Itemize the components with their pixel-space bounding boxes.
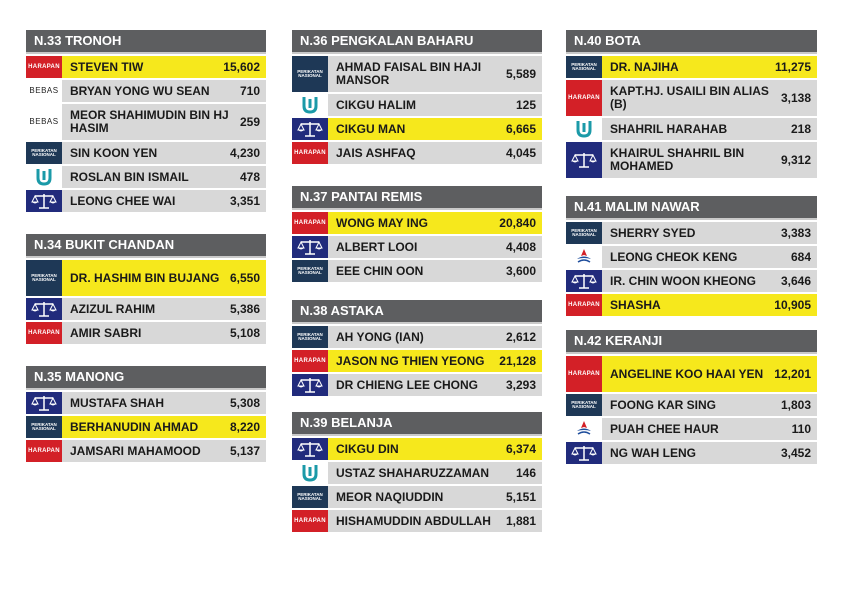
barisan-nasional-scales-icon bbox=[292, 438, 328, 460]
candidate-row bbox=[292, 462, 542, 484]
candidate-cell bbox=[328, 438, 542, 460]
pakatan-harapan-logo-icon: HARAPAN bbox=[26, 322, 62, 344]
candidate-row bbox=[566, 222, 817, 244]
candidate-cell bbox=[62, 142, 266, 164]
candidate-row bbox=[566, 142, 817, 178]
vote-count: 2,612 bbox=[505, 330, 536, 344]
candidate-cell bbox=[62, 190, 266, 212]
candidate-cell bbox=[62, 392, 266, 414]
vote-count: 5,589 bbox=[505, 67, 536, 81]
results-column-2 bbox=[292, 30, 542, 546]
pakatan-harapan-logo-icon: HARAPAN bbox=[566, 294, 602, 316]
pakatan-harapan-logo-icon: HARAPAN bbox=[566, 356, 602, 392]
perikatan-nasional-logo-icon: PERIKATAN NASIONAL bbox=[292, 486, 328, 508]
candidate-row bbox=[26, 166, 266, 188]
candidate-name: CIKGU HALIM bbox=[336, 97, 416, 112]
candidate-name: KAPT.HJ. USAILI BIN ALIAS (B) bbox=[610, 84, 769, 111]
perikatan-nasional-logo-icon: PERIKATAN NASIONAL bbox=[566, 222, 602, 244]
constituency-title: N.34 BUKIT CHANDAN bbox=[26, 234, 266, 258]
candidate-row bbox=[26, 298, 266, 320]
candidate-cell bbox=[62, 56, 266, 78]
candidate-row bbox=[26, 104, 266, 140]
candidate-cell bbox=[62, 104, 266, 140]
candidate-row bbox=[566, 442, 817, 464]
vote-count: 21,128 bbox=[499, 354, 536, 368]
candidate-cell bbox=[602, 246, 817, 268]
vote-count: 125 bbox=[515, 98, 536, 112]
candidate-row bbox=[566, 80, 817, 116]
vote-count: 15,602 bbox=[223, 60, 260, 74]
candidate-name: AH YONG (IAN) bbox=[336, 329, 424, 344]
candidate-row bbox=[292, 118, 542, 140]
perikatan-nasional-logo-icon: PERIKATAN NASIONAL bbox=[26, 260, 62, 296]
candidate-row bbox=[292, 260, 542, 282]
candidate-row bbox=[292, 486, 542, 508]
constituency-box bbox=[292, 30, 542, 164]
candidate-cell bbox=[62, 322, 266, 344]
candidate-row bbox=[566, 394, 817, 416]
candidate-row bbox=[292, 212, 542, 234]
constituency-box bbox=[26, 30, 266, 212]
vote-count: 5,308 bbox=[229, 396, 260, 410]
candidate-cell bbox=[602, 418, 817, 440]
candidate-cell bbox=[62, 440, 266, 462]
candidate-row bbox=[292, 326, 542, 348]
candidate-name: LEONG CHEE WAI bbox=[70, 193, 176, 208]
candidate-cell bbox=[328, 350, 542, 372]
candidate-name: LEONG CHEOK KENG bbox=[610, 249, 738, 264]
candidate-name: USTAZ SHAHARUZZAMAN bbox=[336, 465, 490, 480]
candidate-cell bbox=[62, 416, 266, 438]
constituency-title: N.39 BELANJA bbox=[292, 412, 542, 436]
candidate-row bbox=[566, 418, 817, 440]
candidate-row bbox=[26, 142, 266, 164]
candidate-name: JASON NG THIEN YEONG bbox=[336, 353, 485, 368]
vote-count: 6,665 bbox=[505, 122, 536, 136]
candidate-name: MUSTAFA SHAH bbox=[70, 395, 164, 410]
candidate-cell bbox=[328, 462, 542, 484]
candidate-cell bbox=[328, 236, 542, 258]
candidate-name: ALBERT LOOI bbox=[336, 239, 418, 254]
candidate-cell bbox=[62, 260, 266, 296]
constituency-box bbox=[26, 366, 266, 462]
barisan-nasional-scales-icon bbox=[292, 118, 328, 140]
vote-count: 5,137 bbox=[229, 444, 260, 458]
candidate-cell bbox=[328, 510, 542, 532]
constituency-title: N.36 PENGKALAN BAHARU bbox=[292, 30, 542, 54]
barisan-nasional-scales-icon bbox=[566, 142, 602, 178]
constituency-title: N.42 KERANJI bbox=[566, 330, 817, 354]
barisan-nasional-scales-icon bbox=[566, 442, 602, 464]
constituency-box bbox=[566, 196, 817, 316]
candidate-name: WONG MAY ING bbox=[336, 215, 429, 230]
candidate-cell bbox=[328, 94, 542, 116]
candidate-name: MEOR SHAHIMUDIN BIN HJ HASIM bbox=[70, 108, 229, 135]
constituency-title: N.37 PANTAI REMIS bbox=[292, 186, 542, 210]
candidate-row bbox=[566, 118, 817, 140]
candidate-row bbox=[26, 440, 266, 462]
barisan-nasional-scales-icon bbox=[292, 374, 328, 396]
candidate-cell bbox=[602, 442, 817, 464]
vote-count: 3,452 bbox=[780, 446, 811, 460]
candidate-name: AZIZUL RAHIM bbox=[70, 301, 156, 316]
constituency-box bbox=[566, 30, 817, 178]
candidate-row bbox=[292, 374, 542, 396]
candidate-name: IR. CHIN WOON KHEONG bbox=[610, 273, 756, 288]
candidate-row bbox=[292, 236, 542, 258]
vote-count: 4,230 bbox=[229, 146, 260, 160]
results-column-1 bbox=[26, 30, 266, 476]
results-column-3 bbox=[566, 30, 817, 478]
vote-count: 20,840 bbox=[499, 216, 536, 230]
vote-count: 1,881 bbox=[505, 514, 536, 528]
candidate-name: AMIR SABRI bbox=[70, 325, 142, 340]
pakatan-harapan-logo-icon: HARAPAN bbox=[292, 212, 328, 234]
pakatan-harapan-logo-icon: HARAPAN bbox=[292, 142, 328, 164]
candidate-row bbox=[26, 260, 266, 296]
candidate-cell bbox=[328, 326, 542, 348]
candidate-row bbox=[292, 438, 542, 460]
vote-count: 146 bbox=[515, 466, 536, 480]
candidate-name: JAIS ASHFAQ bbox=[336, 145, 416, 160]
vote-count: 6,550 bbox=[229, 271, 260, 285]
candidate-name: AHMAD FAISAL BIN HAJI MANSOR bbox=[336, 60, 482, 87]
candidate-cell bbox=[602, 394, 817, 416]
constituency-title: N.38 ASTAKA bbox=[292, 300, 542, 324]
vote-count: 3,383 bbox=[780, 226, 811, 240]
candidate-name: EEE CHIN OON bbox=[336, 263, 424, 278]
vote-count: 3,138 bbox=[780, 91, 811, 105]
gerakan-logo-icon bbox=[566, 246, 602, 268]
vote-count: 3,600 bbox=[505, 264, 536, 278]
candidate-row bbox=[26, 416, 266, 438]
candidate-cell bbox=[62, 166, 266, 188]
candidate-name: FOONG KAR SING bbox=[610, 397, 717, 412]
vote-count: 6,374 bbox=[505, 442, 536, 456]
pejuang-logo-icon bbox=[292, 462, 328, 484]
candidate-cell bbox=[328, 486, 542, 508]
vote-count: 8,220 bbox=[229, 420, 260, 434]
candidate-name: MEOR NAQIUDDIN bbox=[336, 489, 444, 504]
gerakan-logo-icon bbox=[566, 418, 602, 440]
candidate-row bbox=[292, 510, 542, 532]
candidate-cell bbox=[328, 212, 542, 234]
vote-count: 478 bbox=[239, 170, 260, 184]
vote-count: 710 bbox=[239, 84, 260, 98]
candidate-row bbox=[566, 56, 817, 78]
perikatan-nasional-logo-icon: PERIKATAN NASIONAL bbox=[292, 326, 328, 348]
candidate-name: DR CHIENG LEE CHONG bbox=[336, 377, 479, 392]
candidate-row bbox=[292, 350, 542, 372]
candidate-name: HISHAMUDDIN ABDULLAH bbox=[336, 513, 491, 528]
barisan-nasional-scales-icon bbox=[26, 392, 62, 414]
perikatan-nasional-logo-icon: PERIKATAN NASIONAL bbox=[292, 56, 328, 92]
barisan-nasional-scales-icon bbox=[566, 270, 602, 292]
pakatan-harapan-logo-icon: HARAPAN bbox=[292, 510, 328, 532]
candidate-row bbox=[26, 190, 266, 212]
vote-count: 684 bbox=[790, 250, 811, 264]
candidate-row bbox=[566, 294, 817, 316]
candidate-name: KHAIRUL SHAHRIL BIN MOHAMED bbox=[610, 146, 745, 173]
vote-count: 3,293 bbox=[505, 378, 536, 392]
candidate-name: SHASHA bbox=[610, 297, 661, 312]
candidate-row bbox=[566, 270, 817, 292]
barisan-nasional-scales-icon bbox=[26, 298, 62, 320]
pakatan-harapan-logo-icon: HARAPAN bbox=[26, 440, 62, 462]
vote-count: 12,201 bbox=[774, 367, 811, 381]
constituency-title: N.40 BOTA bbox=[566, 30, 817, 54]
vote-count: 218 bbox=[790, 122, 811, 136]
candidate-name: BERHANUDIN AHMAD bbox=[70, 419, 199, 434]
candidate-name: ROSLAN BIN ISMAIL bbox=[70, 169, 189, 184]
candidate-cell bbox=[602, 270, 817, 292]
candidate-name: CIKGU MAN bbox=[336, 121, 406, 136]
perikatan-nasional-logo-icon: PERIKATAN NASIONAL bbox=[292, 260, 328, 282]
candidate-name: CIKGU DIN bbox=[336, 441, 399, 456]
candidate-name: SIN KOON YEN bbox=[70, 145, 158, 160]
candidate-cell bbox=[602, 80, 817, 116]
pakatan-harapan-logo-icon: HARAPAN bbox=[292, 350, 328, 372]
candidate-row bbox=[292, 142, 542, 164]
perikatan-nasional-logo-icon: PERIKATAN NASIONAL bbox=[26, 142, 62, 164]
candidate-cell bbox=[328, 118, 542, 140]
constituency-box bbox=[26, 234, 266, 344]
candidate-cell bbox=[602, 56, 817, 78]
pejuang-logo-icon bbox=[26, 166, 62, 188]
pakatan-harapan-logo-icon: HARAPAN bbox=[26, 56, 62, 78]
candidate-name: JAMSARI MAHAMOOD bbox=[70, 443, 201, 458]
candidate-cell bbox=[602, 356, 817, 392]
vote-count: 5,108 bbox=[229, 326, 260, 340]
constituency-box bbox=[292, 186, 542, 282]
candidate-name: SHAHRIL HARAHAB bbox=[610, 121, 728, 136]
candidate-row bbox=[292, 94, 542, 116]
candidate-cell bbox=[602, 294, 817, 316]
vote-count: 4,045 bbox=[505, 146, 536, 160]
barisan-nasional-scales-icon bbox=[292, 236, 328, 258]
candidate-row bbox=[566, 356, 817, 392]
vote-count: 3,351 bbox=[229, 194, 260, 208]
vote-count: 5,151 bbox=[505, 490, 536, 504]
perikatan-nasional-logo-icon: PERIKATAN NASIONAL bbox=[566, 56, 602, 78]
pejuang-logo-icon bbox=[292, 94, 328, 116]
candidate-cell bbox=[328, 374, 542, 396]
candidate-name: STEVEN TIW bbox=[70, 59, 144, 74]
candidate-name: DR. NAJIHA bbox=[610, 59, 679, 74]
perikatan-nasional-logo-icon: PERIKATAN NASIONAL bbox=[566, 394, 602, 416]
candidate-name: BRYAN YONG WU SEAN bbox=[70, 83, 210, 98]
bebas-label: BEBAS bbox=[26, 80, 62, 102]
vote-count: 259 bbox=[239, 115, 260, 129]
candidate-name: DR. HASHIM BIN BUJANG bbox=[70, 270, 220, 285]
candidate-cell bbox=[62, 80, 266, 102]
constituency-box bbox=[566, 330, 817, 464]
candidate-cell bbox=[602, 118, 817, 140]
candidate-name: SHERRY SYED bbox=[610, 225, 696, 240]
candidate-cell bbox=[328, 142, 542, 164]
bebas-label: BEBAS bbox=[26, 104, 62, 140]
candidate-cell bbox=[328, 56, 542, 92]
barisan-nasional-scales-icon bbox=[26, 190, 62, 212]
constituency-title: N.35 MANONG bbox=[26, 366, 266, 390]
vote-count: 1,803 bbox=[780, 398, 811, 412]
candidate-cell bbox=[602, 222, 817, 244]
constituency-title: N.33 TRONOH bbox=[26, 30, 266, 54]
vote-count: 11,275 bbox=[774, 60, 811, 74]
candidate-name: PUAH CHEE HAUR bbox=[610, 421, 719, 436]
vote-count: 5,386 bbox=[229, 302, 260, 316]
vote-count: 4,408 bbox=[505, 240, 536, 254]
candidate-row bbox=[26, 322, 266, 344]
candidate-row bbox=[26, 56, 266, 78]
constituency-title: N.41 MALIM NAWAR bbox=[566, 196, 817, 220]
candidate-cell bbox=[328, 260, 542, 282]
candidate-name: NG WAH LENG bbox=[610, 445, 696, 460]
vote-count: 110 bbox=[791, 422, 811, 436]
perikatan-nasional-logo-icon: PERIKATAN NASIONAL bbox=[26, 416, 62, 438]
pejuang-logo-icon bbox=[566, 118, 602, 140]
candidate-row bbox=[26, 392, 266, 414]
vote-count: 10,905 bbox=[774, 298, 811, 312]
pakatan-harapan-logo-icon: HARAPAN bbox=[566, 80, 602, 116]
candidate-cell bbox=[62, 298, 266, 320]
candidate-cell bbox=[602, 142, 817, 178]
candidate-row bbox=[292, 56, 542, 92]
constituency-box bbox=[292, 412, 542, 532]
candidate-row bbox=[26, 80, 266, 102]
vote-count: 9,312 bbox=[780, 153, 811, 167]
candidate-name: ANGELINE KOO HAAI YEN bbox=[610, 366, 764, 381]
constituency-box bbox=[292, 300, 542, 396]
vote-count: 3,646 bbox=[780, 274, 811, 288]
candidate-row bbox=[566, 246, 817, 268]
